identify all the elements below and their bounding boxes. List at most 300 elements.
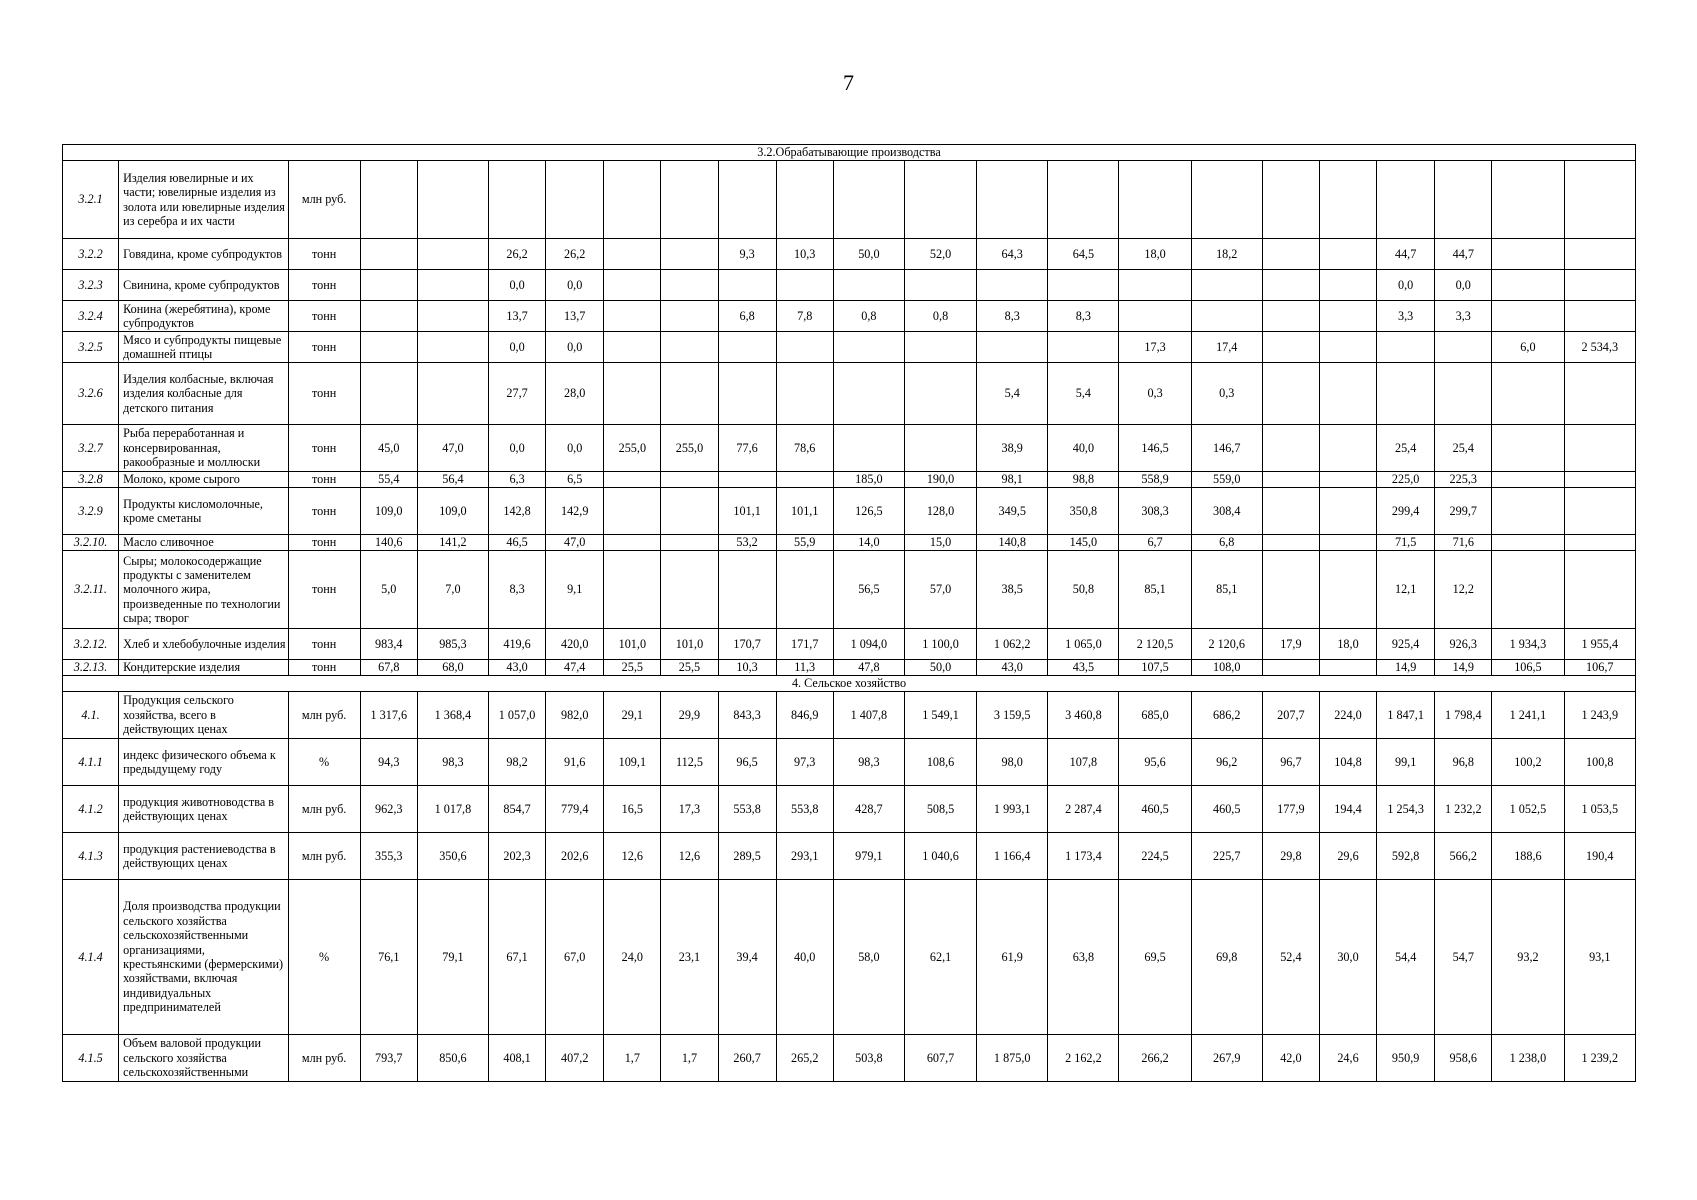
value-cell	[1262, 301, 1319, 332]
value-cell: 566,2	[1435, 833, 1492, 880]
value-cell	[1492, 270, 1564, 301]
value-cell: 2 287,4	[1048, 786, 1119, 833]
value-cell: 0,0	[1435, 270, 1492, 301]
value-cell: 185,0	[833, 472, 904, 488]
row-number: 3.2.11.	[63, 551, 119, 629]
value-cell: 96,7	[1262, 739, 1319, 786]
value-cell: 98,1	[977, 472, 1048, 488]
value-cell: 5,4	[1048, 363, 1119, 425]
value-cell: 91,6	[546, 739, 604, 786]
value-cell: 1,7	[604, 1035, 661, 1082]
value-cell: 0,3	[1191, 363, 1262, 425]
value-cell: 267,9	[1191, 1035, 1262, 1082]
value-cell	[604, 551, 661, 629]
value-cell: 85,1	[1119, 551, 1191, 629]
value-cell	[1048, 270, 1119, 301]
value-cell	[1262, 239, 1319, 270]
value-cell: 1 100,0	[904, 629, 976, 660]
value-cell: 101,0	[604, 629, 661, 660]
value-cell: 101,0	[661, 629, 718, 660]
value-cell	[417, 301, 488, 332]
value-cell: 101,1	[776, 488, 833, 535]
value-cell	[661, 161, 718, 239]
value-cell	[1262, 488, 1319, 535]
section-title: 3.2.Обрабатывающие производства	[63, 145, 1636, 161]
value-cell: 225,3	[1435, 472, 1492, 488]
section-header-row	[63, 676, 1636, 692]
value-cell: 53,2	[718, 535, 776, 551]
value-cell: 14,0	[833, 535, 904, 551]
value-cell: 1 062,2	[977, 629, 1048, 660]
value-cell: 16,5	[604, 786, 661, 833]
value-cell: 6,5	[546, 472, 604, 488]
value-cell: 419,6	[489, 629, 546, 660]
table-row	[63, 629, 1636, 660]
value-cell: 107,5	[1119, 660, 1191, 676]
value-cell: 93,2	[1492, 880, 1564, 1035]
value-cell: 26,2	[489, 239, 546, 270]
value-cell	[1319, 270, 1376, 301]
value-cell: 45,0	[360, 425, 417, 472]
row-number: 3.2.9	[63, 488, 119, 535]
value-cell	[417, 239, 488, 270]
indicator-name: продукция растениеводства в действующих ценах	[119, 833, 288, 880]
value-cell: 190,4	[1564, 833, 1636, 880]
value-cell	[833, 363, 904, 425]
unit-cell: тонн	[288, 535, 360, 551]
value-cell: 1 549,1	[904, 692, 976, 739]
value-cell: 508,5	[904, 786, 976, 833]
value-cell	[1191, 270, 1262, 301]
value-cell: 266,2	[1119, 1035, 1191, 1082]
value-cell	[661, 551, 718, 629]
value-cell	[489, 161, 546, 239]
value-cell: 108,0	[1191, 660, 1262, 676]
table-row	[63, 833, 1636, 880]
value-cell: 0,8	[904, 301, 976, 332]
table-row	[63, 488, 1636, 535]
value-cell: 5,0	[360, 551, 417, 629]
value-cell	[661, 270, 718, 301]
unit-cell: %	[288, 880, 360, 1035]
value-cell: 85,1	[1191, 551, 1262, 629]
value-cell: 25,4	[1435, 425, 1492, 472]
value-cell: 108,6	[904, 739, 976, 786]
value-cell	[1262, 535, 1319, 551]
value-cell: 98,2	[489, 739, 546, 786]
value-cell: 98,3	[833, 739, 904, 786]
value-cell	[1319, 425, 1376, 472]
value-cell: 47,0	[417, 425, 488, 472]
indicator-name: Масло сливочное	[119, 535, 288, 551]
value-cell	[360, 332, 417, 363]
row-number: 4.1.	[63, 692, 119, 739]
value-cell: 146,5	[1119, 425, 1191, 472]
table-row	[63, 270, 1636, 301]
value-cell: 24,6	[1319, 1035, 1376, 1082]
value-cell: 101,1	[718, 488, 776, 535]
row-number: 4.1.5	[63, 1035, 119, 1082]
value-cell: 194,4	[1319, 786, 1376, 833]
table-row	[63, 551, 1636, 629]
value-cell: 265,2	[776, 1035, 833, 1082]
row-number: 3.2.8	[63, 472, 119, 488]
value-cell	[1119, 161, 1191, 239]
row-number: 3.2.6	[63, 363, 119, 425]
value-cell	[1319, 472, 1376, 488]
value-cell	[1191, 301, 1262, 332]
value-cell	[1262, 425, 1319, 472]
value-cell: 96,8	[1435, 739, 1492, 786]
value-cell: 39,4	[718, 880, 776, 1035]
unit-cell: млн руб.	[288, 833, 360, 880]
value-cell: 17,4	[1191, 332, 1262, 363]
value-cell: 1 052,5	[1492, 786, 1564, 833]
value-cell	[1492, 488, 1564, 535]
value-cell: 79,1	[417, 880, 488, 1035]
value-cell: 1 053,5	[1564, 786, 1636, 833]
value-cell	[776, 270, 833, 301]
value-cell: 96,5	[718, 739, 776, 786]
value-cell	[718, 161, 776, 239]
value-cell: 1 934,3	[1492, 629, 1564, 660]
unit-cell: тонн	[288, 472, 360, 488]
value-cell: 6,8	[718, 301, 776, 332]
section-title: 4. Сельское хозяйство	[63, 676, 1636, 692]
value-cell: 47,8	[833, 660, 904, 676]
value-cell: 99,1	[1377, 739, 1435, 786]
value-cell: 100,2	[1492, 739, 1564, 786]
value-cell: 24,0	[604, 880, 661, 1035]
value-cell: 61,9	[977, 880, 1048, 1035]
value-cell: 17,3	[1119, 332, 1191, 363]
value-cell	[1492, 301, 1564, 332]
table-row	[63, 535, 1636, 551]
value-cell: 17,3	[661, 786, 718, 833]
value-cell	[661, 332, 718, 363]
value-cell: 2 534,3	[1564, 332, 1636, 363]
table-row	[63, 425, 1636, 472]
unit-cell: тонн	[288, 425, 360, 472]
indicator-name: Мясо и субпродукты пищевые домашней птицы	[119, 332, 288, 363]
indicator-name: Продукция сельского хозяйства, всего в действующих ценах	[119, 692, 288, 739]
value-cell: 112,5	[661, 739, 718, 786]
value-cell: 1 254,3	[1377, 786, 1435, 833]
value-cell: 1 955,4	[1564, 629, 1636, 660]
value-cell: 140,6	[360, 535, 417, 551]
value-cell: 1 166,4	[977, 833, 1048, 880]
value-cell: 299,4	[1377, 488, 1435, 535]
value-cell: 15,0	[904, 535, 976, 551]
value-cell: 553,8	[776, 786, 833, 833]
row-number: 4.1.2	[63, 786, 119, 833]
value-cell: 1 065,0	[1048, 629, 1119, 660]
value-cell: 43,0	[977, 660, 1048, 676]
value-cell	[604, 301, 661, 332]
table-row	[63, 660, 1636, 676]
value-cell: 289,5	[718, 833, 776, 880]
value-cell: 145,0	[1048, 535, 1119, 551]
value-cell: 29,9	[661, 692, 718, 739]
value-cell: 503,8	[833, 1035, 904, 1082]
value-cell	[1564, 239, 1636, 270]
indicator-name: Молоко, кроме сырого	[119, 472, 288, 488]
value-cell: 140,8	[977, 535, 1048, 551]
value-cell: 50,0	[833, 239, 904, 270]
value-cell: 224,5	[1119, 833, 1191, 880]
value-cell: 94,3	[360, 739, 417, 786]
value-cell: 0,0	[489, 270, 546, 301]
value-cell: 40,0	[1048, 425, 1119, 472]
value-cell: 146,7	[1191, 425, 1262, 472]
value-cell: 18,0	[1119, 239, 1191, 270]
value-cell: 0,0	[1377, 270, 1435, 301]
value-cell	[360, 363, 417, 425]
value-cell: 12,6	[661, 833, 718, 880]
value-cell: 44,7	[1435, 239, 1492, 270]
indicator-name: Изделия ювелирные и их части; ювелирные изделия из золота или ювелирные изделия из серебра и их части	[119, 161, 288, 239]
value-cell: 3 159,5	[977, 692, 1048, 739]
value-cell: 349,5	[977, 488, 1048, 535]
value-cell: 54,4	[1377, 880, 1435, 1035]
row-number: 3.2.13.	[63, 660, 119, 676]
value-cell: 109,1	[604, 739, 661, 786]
value-cell	[661, 472, 718, 488]
value-cell: 171,7	[776, 629, 833, 660]
value-cell: 12,1	[1377, 551, 1435, 629]
value-cell: 10,3	[718, 660, 776, 676]
value-cell: 27,7	[489, 363, 546, 425]
value-cell: 71,5	[1377, 535, 1435, 551]
value-cell: 7,8	[776, 301, 833, 332]
value-cell: 926,3	[1435, 629, 1492, 660]
value-cell: 142,8	[489, 488, 546, 535]
indicator-name: Сыры; молокосодержащие продукты с заменителем молочного жира, произведенные по технологии сыра; творог	[119, 551, 288, 629]
value-cell: 6,3	[489, 472, 546, 488]
value-cell: 1 407,8	[833, 692, 904, 739]
value-cell: 55,4	[360, 472, 417, 488]
value-cell	[417, 161, 488, 239]
value-cell: 55,9	[776, 535, 833, 551]
indicator-name: Изделия колбасные, включая изделия колбасные для детского питания	[119, 363, 288, 425]
value-cell: 29,1	[604, 692, 661, 739]
value-cell: 686,2	[1191, 692, 1262, 739]
value-cell: 18,2	[1191, 239, 1262, 270]
value-cell: 3 460,8	[1048, 692, 1119, 739]
value-cell	[1492, 161, 1564, 239]
value-cell: 308,4	[1191, 488, 1262, 535]
value-cell: 407,2	[546, 1035, 604, 1082]
value-cell	[1262, 363, 1319, 425]
value-cell	[1119, 270, 1191, 301]
value-cell: 7,0	[417, 551, 488, 629]
value-cell: 558,9	[1119, 472, 1191, 488]
table-row	[63, 161, 1636, 239]
value-cell: 26,2	[546, 239, 604, 270]
value-cell: 76,1	[360, 880, 417, 1035]
value-cell	[1048, 332, 1119, 363]
row-number: 4.1.3	[63, 833, 119, 880]
value-cell	[1191, 161, 1262, 239]
value-cell: 8,3	[1048, 301, 1119, 332]
value-cell: 106,7	[1564, 660, 1636, 676]
value-cell: 69,5	[1119, 880, 1191, 1035]
value-cell: 141,2	[417, 535, 488, 551]
value-cell	[1319, 660, 1376, 676]
value-cell	[776, 551, 833, 629]
indicator-name: Рыба переработанная и консервированная, ракообразные и моллюски	[119, 425, 288, 472]
value-cell: 982,0	[546, 692, 604, 739]
table-row	[63, 363, 1636, 425]
value-cell: 793,7	[360, 1035, 417, 1082]
table-body	[63, 145, 1636, 1082]
value-cell: 1 239,2	[1564, 1035, 1636, 1082]
value-cell: 9,3	[718, 239, 776, 270]
indicator-name: продукция животноводства в действующих ценах	[119, 786, 288, 833]
value-cell: 11,3	[776, 660, 833, 676]
unit-cell: млн руб.	[288, 1035, 360, 1082]
value-cell	[1435, 161, 1492, 239]
value-cell	[1492, 239, 1564, 270]
value-cell	[1262, 660, 1319, 676]
table-row	[63, 880, 1636, 1035]
value-cell	[1262, 270, 1319, 301]
value-cell: 29,8	[1262, 833, 1319, 880]
value-cell: 958,6	[1435, 1035, 1492, 1082]
value-cell	[1262, 332, 1319, 363]
value-cell: 255,0	[661, 425, 718, 472]
value-cell: 6,7	[1119, 535, 1191, 551]
value-cell	[833, 332, 904, 363]
value-cell: 843,3	[718, 692, 776, 739]
value-cell: 56,5	[833, 551, 904, 629]
value-cell: 28,0	[546, 363, 604, 425]
value-cell: 1 875,0	[977, 1035, 1048, 1082]
value-cell: 13,7	[489, 301, 546, 332]
value-cell	[360, 301, 417, 332]
value-cell: 67,8	[360, 660, 417, 676]
value-cell: 0,0	[489, 425, 546, 472]
value-cell	[833, 270, 904, 301]
value-cell: 25,5	[604, 660, 661, 676]
indicator-name: Кондитерские изделия	[119, 660, 288, 676]
data-table	[62, 144, 1636, 1082]
value-cell: 1 317,6	[360, 692, 417, 739]
value-cell: 607,7	[904, 1035, 976, 1082]
value-cell: 1 173,4	[1048, 833, 1119, 880]
table-row	[63, 786, 1636, 833]
indicator-name: Конина (жеребятина), кроме субпродуктов	[119, 301, 288, 332]
value-cell: 3,3	[1435, 301, 1492, 332]
value-cell	[360, 270, 417, 301]
value-cell: 38,5	[977, 551, 1048, 629]
value-cell: 225,0	[1377, 472, 1435, 488]
indicator-name: Хлеб и хлебобулочные изделия	[119, 629, 288, 660]
unit-cell: тонн	[288, 363, 360, 425]
row-number: 3.2.7	[63, 425, 119, 472]
value-cell: 207,7	[1262, 692, 1319, 739]
value-cell: 846,9	[776, 692, 833, 739]
value-cell: 18,0	[1319, 629, 1376, 660]
row-number: 3.2.12.	[63, 629, 119, 660]
value-cell	[718, 472, 776, 488]
value-cell: 47,4	[546, 660, 604, 676]
value-cell: 355,3	[360, 833, 417, 880]
value-cell: 6,8	[1191, 535, 1262, 551]
value-cell: 25,5	[661, 660, 718, 676]
value-cell: 104,8	[1319, 739, 1376, 786]
value-cell	[1492, 551, 1564, 629]
value-cell	[904, 425, 976, 472]
value-cell	[417, 270, 488, 301]
value-cell	[604, 472, 661, 488]
value-cell: 142,9	[546, 488, 604, 535]
value-cell: 979,1	[833, 833, 904, 880]
value-cell	[661, 535, 718, 551]
unit-cell: %	[288, 739, 360, 786]
value-cell	[1377, 161, 1435, 239]
value-cell: 50,0	[904, 660, 976, 676]
value-cell: 170,7	[718, 629, 776, 660]
value-cell	[1048, 161, 1119, 239]
value-cell: 14,9	[1435, 660, 1492, 676]
value-cell: 29,6	[1319, 833, 1376, 880]
value-cell	[604, 535, 661, 551]
value-cell: 1 368,4	[417, 692, 488, 739]
value-cell: 779,4	[546, 786, 604, 833]
value-cell: 0,0	[546, 270, 604, 301]
value-cell: 925,4	[1377, 629, 1435, 660]
value-cell: 57,0	[904, 551, 976, 629]
value-cell: 5,4	[977, 363, 1048, 425]
value-cell: 44,7	[1377, 239, 1435, 270]
value-cell: 96,2	[1191, 739, 1262, 786]
table-row	[63, 239, 1636, 270]
value-cell: 52,4	[1262, 880, 1319, 1035]
value-cell: 10,3	[776, 239, 833, 270]
value-cell	[1564, 488, 1636, 535]
value-cell: 46,5	[489, 535, 546, 551]
indicator-name: индекс физического объема к предыдущему году	[119, 739, 288, 786]
value-cell: 43,5	[1048, 660, 1119, 676]
value-cell: 56,4	[417, 472, 488, 488]
value-cell	[1564, 425, 1636, 472]
value-cell	[661, 301, 718, 332]
value-cell: 1 798,4	[1435, 692, 1492, 739]
value-cell: 38,9	[977, 425, 1048, 472]
value-cell	[1319, 551, 1376, 629]
table-row	[63, 472, 1636, 488]
unit-cell: млн руб.	[288, 692, 360, 739]
value-cell: 0,8	[833, 301, 904, 332]
value-cell: 190,0	[904, 472, 976, 488]
value-cell: 1 243,9	[1564, 692, 1636, 739]
value-cell	[1319, 301, 1376, 332]
value-cell	[776, 472, 833, 488]
value-cell: 2 120,5	[1119, 629, 1191, 660]
value-cell	[1262, 551, 1319, 629]
value-cell: 62,1	[904, 880, 976, 1035]
value-cell	[604, 161, 661, 239]
value-cell	[604, 270, 661, 301]
value-cell	[661, 488, 718, 535]
value-cell	[833, 161, 904, 239]
value-cell: 0,0	[546, 332, 604, 363]
row-number: 3.2.3	[63, 270, 119, 301]
value-cell	[776, 161, 833, 239]
unit-cell: млн руб.	[288, 786, 360, 833]
unit-cell: тонн	[288, 270, 360, 301]
